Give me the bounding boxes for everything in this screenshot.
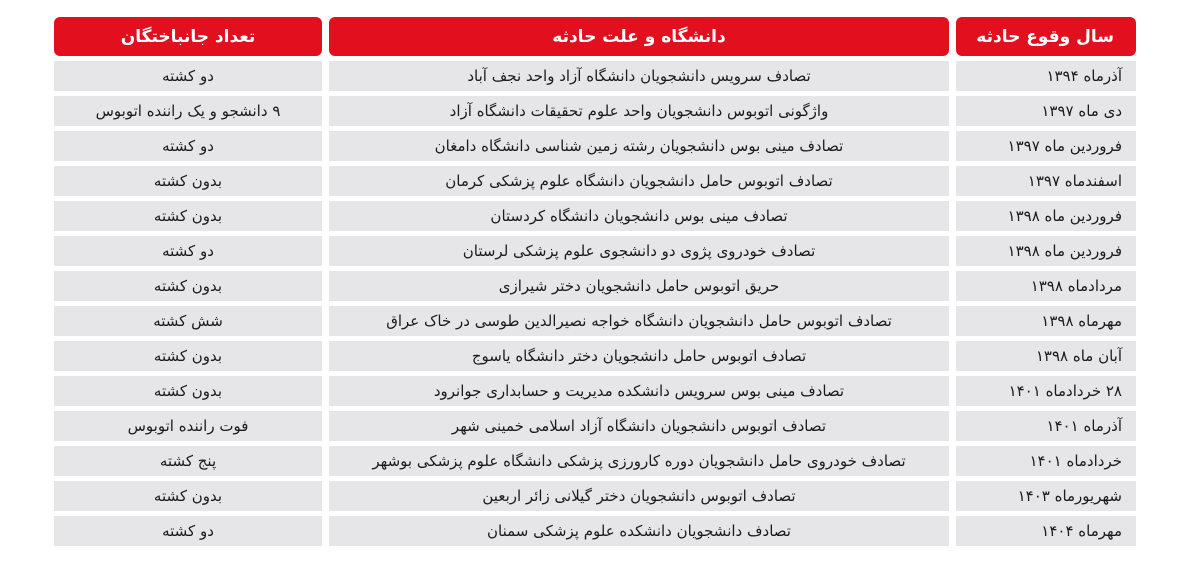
cell-year: آذرماه ۱۳۹۴ <box>956 61 1136 91</box>
cell-description: تصادف سرویس دانشجویان دانشگاه آزاد واحد نجف آباد <box>329 61 949 91</box>
cell-description: حریق اتوبوس حامل دانشجویان دختر شیرازی <box>329 271 949 301</box>
table-row <box>54 341 1136 371</box>
cell-year: فروردین ماه ۱۳۹۸ <box>956 236 1136 266</box>
cell-year: اسفندماه ۱۳۹۷ <box>956 166 1136 196</box>
cell-casualties: دو کشته <box>54 131 322 161</box>
cell-description: تصادف اتوبوس حامل دانشجویان دانشگاه علوم پزشکی کرمان <box>329 166 949 196</box>
cell-casualties: دو کشته <box>54 236 322 266</box>
cell-description: تصادف اتوبوس حامل دانشجویان دانشگاه خواجه نصیرالدین طوسی در خاک عراق <box>329 306 949 336</box>
cell-description: تصادف اتوبوس حامل دانشجویان دختر دانشگاه یاسوج <box>329 341 949 371</box>
table-row <box>54 516 1136 546</box>
cell-casualties: بدون کشته <box>54 481 322 511</box>
cell-description: واژگونی اتوبوس دانشجویان واحد علوم تحقیقات دانشگاه آزاد <box>329 96 949 126</box>
cell-year: ۲۸ خردادماه ۱۴۰۱ <box>956 376 1136 406</box>
table-row <box>54 306 1136 336</box>
cell-year: شهریورماه ۱۴۰۳ <box>956 481 1136 511</box>
cell-description: تصادف دانشجویان دانشکده علوم پزشکی سمنان <box>329 516 949 546</box>
cell-year: آبان ماه ۱۳۹۸ <box>956 341 1136 371</box>
cell-casualties: بدون کشته <box>54 271 322 301</box>
header-description: دانشگاه و علت حادثه <box>329 17 949 56</box>
cell-casualties: دو کشته <box>54 61 322 91</box>
table-row <box>54 201 1136 231</box>
cell-year: مهرماه ۱۴۰۴ <box>956 516 1136 546</box>
cell-casualties: ۹ دانشجو و یک راننده اتوبوس <box>54 96 322 126</box>
table-row <box>54 236 1136 266</box>
cell-description: تصادف اتوبوس دانشجویان دختر گیلانی زائر اربعین <box>329 481 949 511</box>
cell-year: فروردین ماه ۱۳۹۷ <box>956 131 1136 161</box>
table-row <box>54 131 1136 161</box>
cell-casualties: بدون کشته <box>54 376 322 406</box>
table-row <box>54 61 1136 91</box>
cell-casualties: فوت راننده اتوبوس <box>54 411 322 441</box>
table-row <box>54 96 1136 126</box>
cell-description: تصادف مینی بوس دانشجویان دانشگاه کردستان <box>329 201 949 231</box>
cell-description: تصادف خودروی پژوی دو دانشجوی علوم پزشکی لرستان <box>329 236 949 266</box>
cell-casualties: بدون کشته <box>54 201 322 231</box>
table-row <box>54 271 1136 301</box>
header-row <box>54 17 1136 56</box>
table-row <box>54 411 1136 441</box>
cell-description: تصادف مینی بوس دانشجویان رشته زمین شناسی دانشگاه دامغان <box>329 131 949 161</box>
cell-description: تصادف خودروی حامل دانشجویان دوره کارورزی پزشکی دانشگاه علوم پزشکی بوشهر <box>329 446 949 476</box>
table-row <box>54 376 1136 406</box>
table-row <box>54 166 1136 196</box>
cell-casualties: دو کشته <box>54 516 322 546</box>
table-header <box>54 17 1136 56</box>
cell-year: مهرماه ۱۳۹۸ <box>956 306 1136 336</box>
cell-year: خردادماه ۱۴۰۱ <box>956 446 1136 476</box>
cell-year: آذرماه ۱۴۰۱ <box>956 411 1136 441</box>
cell-casualties: بدون کشته <box>54 341 322 371</box>
header-casualties: تعداد جانباختگان <box>54 17 322 56</box>
cell-casualties: پنج کشته <box>54 446 322 476</box>
cell-year: مردادماه ۱۳۹۸ <box>956 271 1136 301</box>
cell-casualties: شش کشته <box>54 306 322 336</box>
cell-description: تصادف مینی بوس سرویس دانشکده مدیریت و حسابداری جوانرود <box>329 376 949 406</box>
cell-description: تصادف اتوبوس دانشجویان دانشگاه آزاد اسلامی خمینی شهر <box>329 411 949 441</box>
incidents-table <box>47 12 1143 551</box>
table-body <box>54 61 1136 546</box>
table-row <box>54 446 1136 476</box>
cell-casualties: بدون کشته <box>54 166 322 196</box>
cell-year: فروردین ماه ۱۳۹۸ <box>956 201 1136 231</box>
header-year: سال وقوع حادثه <box>956 17 1136 56</box>
cell-year: دی ماه ۱۳۹۷ <box>956 96 1136 126</box>
table-row <box>54 481 1136 511</box>
